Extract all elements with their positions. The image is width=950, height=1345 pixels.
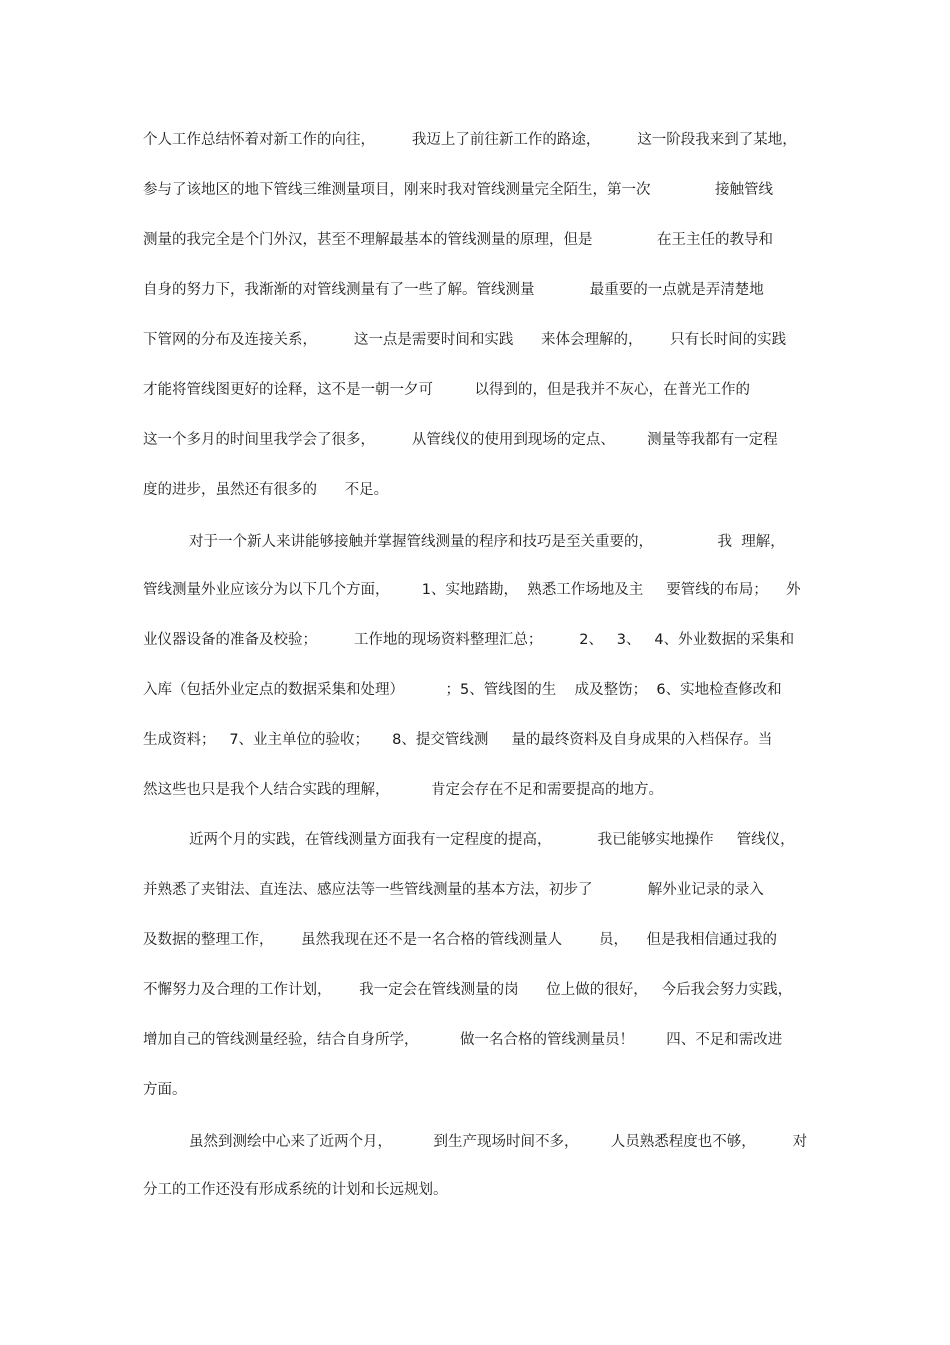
text-line: 分工的工作还没有形成系统的计划和长远规划。	[143, 1182, 448, 1198]
text-line: 才能将管线图更好的诠释，这不是一朝一夕可 以得到的，但是我并不灰心，在普光工作的	[143, 382, 750, 398]
text-line: 然这些也只是我个人结合实践的理解， 肯定会存在不足和需要提高的地方。	[143, 782, 663, 798]
text-line: 虽然到测绘中心来了近两个月， 到生产现场时间不多， 人员熟悉程度也不够， 对	[189, 1134, 808, 1150]
text-line: 及数据的整理工作， 虽然我现在还不是一名合格的管线测量人 员， 但是我相信通过我的	[143, 932, 777, 948]
text-line: 下管网的分布及连接关系， 这一点是需要时间和实践 来体会理解的， 只有长时间的实践	[143, 332, 787, 348]
text-line: 近两个月的实践，在管线测量方面我有一定程度的提高， 我已能够实地操作 管线仪，	[189, 832, 795, 848]
text-line: 个人工作总结怀着对新工作的向往， 我迈上了前往新工作的路途， 这一阶段我来到了某地，	[143, 132, 797, 148]
text-line: 自身的努力下，我渐渐的对管线测量有了一些了解。管线测量 最重要的一点就是弄清楚地	[143, 282, 764, 298]
text-line: 度的进步，虽然还有很多的 不足。	[143, 482, 389, 498]
text-line: 管线测量外业应该分为以下几个方面， 1、实地踏勘， 熟悉工作场地及主 要管线的布局； 外	[143, 582, 801, 598]
text-line: 入库（包括外业定点的数据采集和处理） ；5、管线图的生 成及整饬； 6、实地检查修改和	[143, 682, 782, 698]
text-line: 测量的我完全是个门外汉，甚至不理解最基本的管线测量的原理，但是 在王主任的教导和	[143, 232, 774, 248]
text-line: 方面。	[143, 1082, 187, 1098]
text-line: 对于一个新人来讲能够接触并掌握管线测量的程序和技巧是至关重要的， 我 理解，	[189, 534, 785, 550]
text-line: 业仪器设备的准备及校验； 工作地的现场资料整理汇总； 2、 3、 4、外业数据的采集和	[143, 632, 795, 648]
text-line: 参与了该地区的地下管线三维测量项目，刚来时我对管线测量完全陌生，第一次 接触管线	[143, 182, 774, 198]
text-line: 并熟悉了夹钳法、直连法、感应法等一些管线测量的基本方法，初步了 解外业记录的录入	[143, 882, 764, 898]
text-line: 生成资料； 7、业主单位的验收； 8、提交管线测 量的最终资料及自身成果的入档保存。当	[143, 732, 773, 748]
text-line: 不懈努力及合理的工作计划， 我一定会在管线测量的岗 位上做的很好， 今后我会努力实践，	[143, 982, 793, 998]
text-line: 这一个多月的时间里我学会了很多， 从管线仪的使用到现场的定点、 测量等我都有一定程	[143, 432, 778, 448]
text-line: 增加自己的管线测量经验，结合自身所学， 做一名合格的管线测量员！ 四、不足和需改进	[143, 1032, 783, 1048]
